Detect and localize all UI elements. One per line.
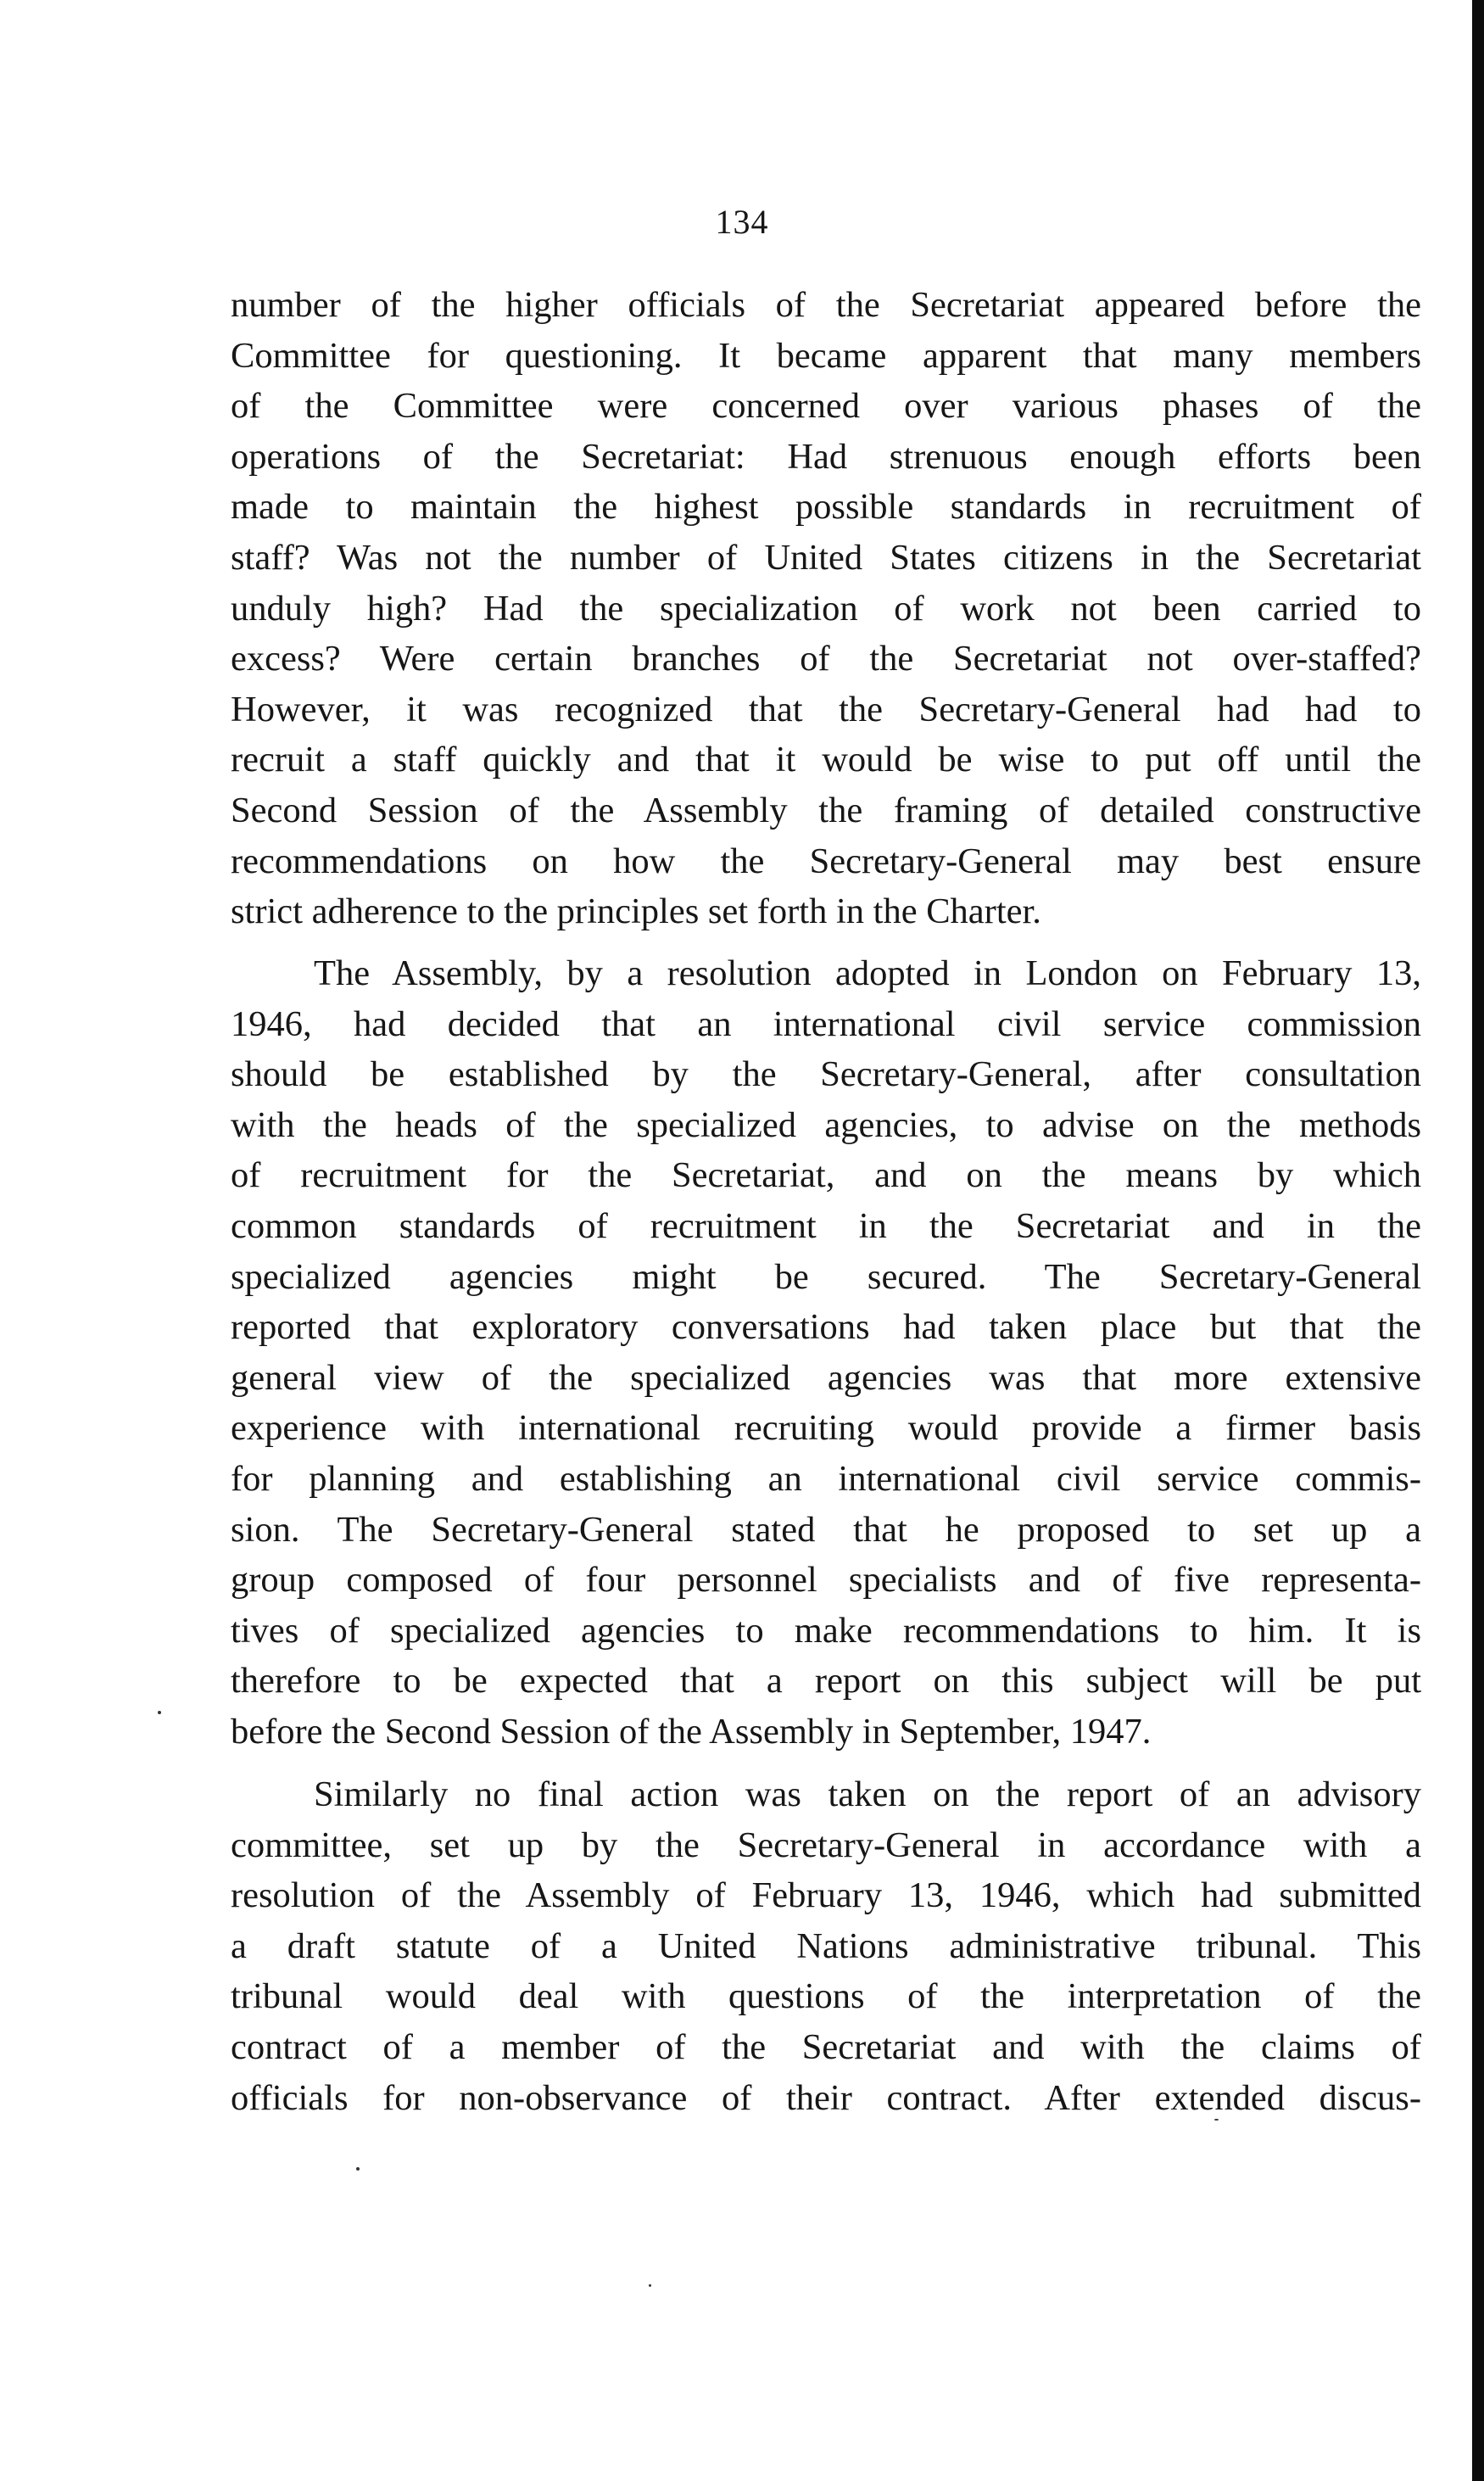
text-line: common standards of recruitment in the Secretariat and in the [231,1205,1421,1246]
text-line: therefore to be expected that a report on this subject will be put [231,1661,1421,1701]
text-line: recruit a staff quickly and that it would be wise to put off until the [231,740,1421,780]
text-line: Similarly no final action was taken on the report of an advisory [314,1774,1421,1814]
text-line: officials for non-observance of their contract. After extended discus- [231,2077,1421,2118]
text-line: tives of specialized agencies to make recommendations to him. It is [231,1610,1421,1651]
text-line: before the Second Session of the Assembly in September, 1947. [231,1711,1152,1752]
scan-speck [1214,2119,1219,2121]
page-number: 134 [715,203,769,241]
text-line: staff? Was not the number of United States citizens in the Secretariat [231,537,1421,578]
text-line: However, it was recognized that the Secretary-General had had to [231,689,1421,729]
text-line: of the Committee were concerned over various phases of the [231,386,1421,427]
text-line: committee, set up by the Secretary-General in accordance with a [231,1824,1421,1865]
text-line: excess? Were certain branches of the Secretariat not over-staffed? [231,639,1421,679]
text-line: tribunal would deal with questions of the interpretation of the [231,1976,1421,2017]
text-line: for planning and establishing an international civil service commis- [231,1458,1421,1499]
text-line: should be established by the Secretary-General, after consultation [231,1054,1421,1095]
text-line: of recruitment for the Secretariat, and on the means by which [231,1155,1421,1196]
text-line: sion. The Secretary-General stated that he proposed to set up a [231,1509,1421,1550]
text-line: contract of a member of the Secretariat and with the claims of [231,2026,1421,2067]
text-line: The Assembly, by a resolution adopted in London on February 13, [314,953,1421,993]
paragraph-2 [231,948,1421,1757]
text-line: specialized agencies might be secured. The Secretary-General [231,1256,1421,1297]
text-line: general view of the specialized agencies was that more extensive [231,1357,1421,1398]
text-line: experience with international recruiting would provide a firmer basis [231,1408,1421,1449]
text-line: group composed of four personnel specialists and of five representa- [231,1560,1421,1601]
scan-speck [649,2284,651,2287]
text-line: operations of the Secretariat: Had strenuous enough efforts been [231,436,1421,477]
text-line: 1946, had decided that an international civil service commission [231,1003,1421,1044]
scan-speck [356,2167,360,2171]
text-line: unduly high? Had the specialization of work not been carried to [231,588,1421,629]
scan-speck [158,1711,161,1714]
text-line: Committee for questioning. It became apparent that many members [231,335,1421,376]
text-line: recommendations on how the Secretary-General may best ensure [231,841,1421,881]
text-line: a draft statute of a United Nations administrative tribunal. This [231,1925,1421,1966]
text-line: resolution of the Assembly of February 13, 1946, which had submitted [231,1875,1421,1916]
text-line: Second Session of the Assembly the framing of detailed constructive [231,790,1421,830]
paragraph-1 [231,280,1421,937]
text-line: reported that exploratory conversations had taken place but that the [231,1307,1421,1348]
page-edge-border [1472,0,1484,2481]
text-line: with the heads of the specialized agencies, to advise on the methods [231,1104,1421,1145]
text-line: made to maintain the highest possible standards in recruitment of [231,487,1421,528]
paragraph-3 [231,1769,1421,2123]
text-line: strict adherence to the principles set forth in the Charter. [231,891,1041,932]
text-line: number of the higher officials of the Secretariat appeared before the [231,285,1421,325]
